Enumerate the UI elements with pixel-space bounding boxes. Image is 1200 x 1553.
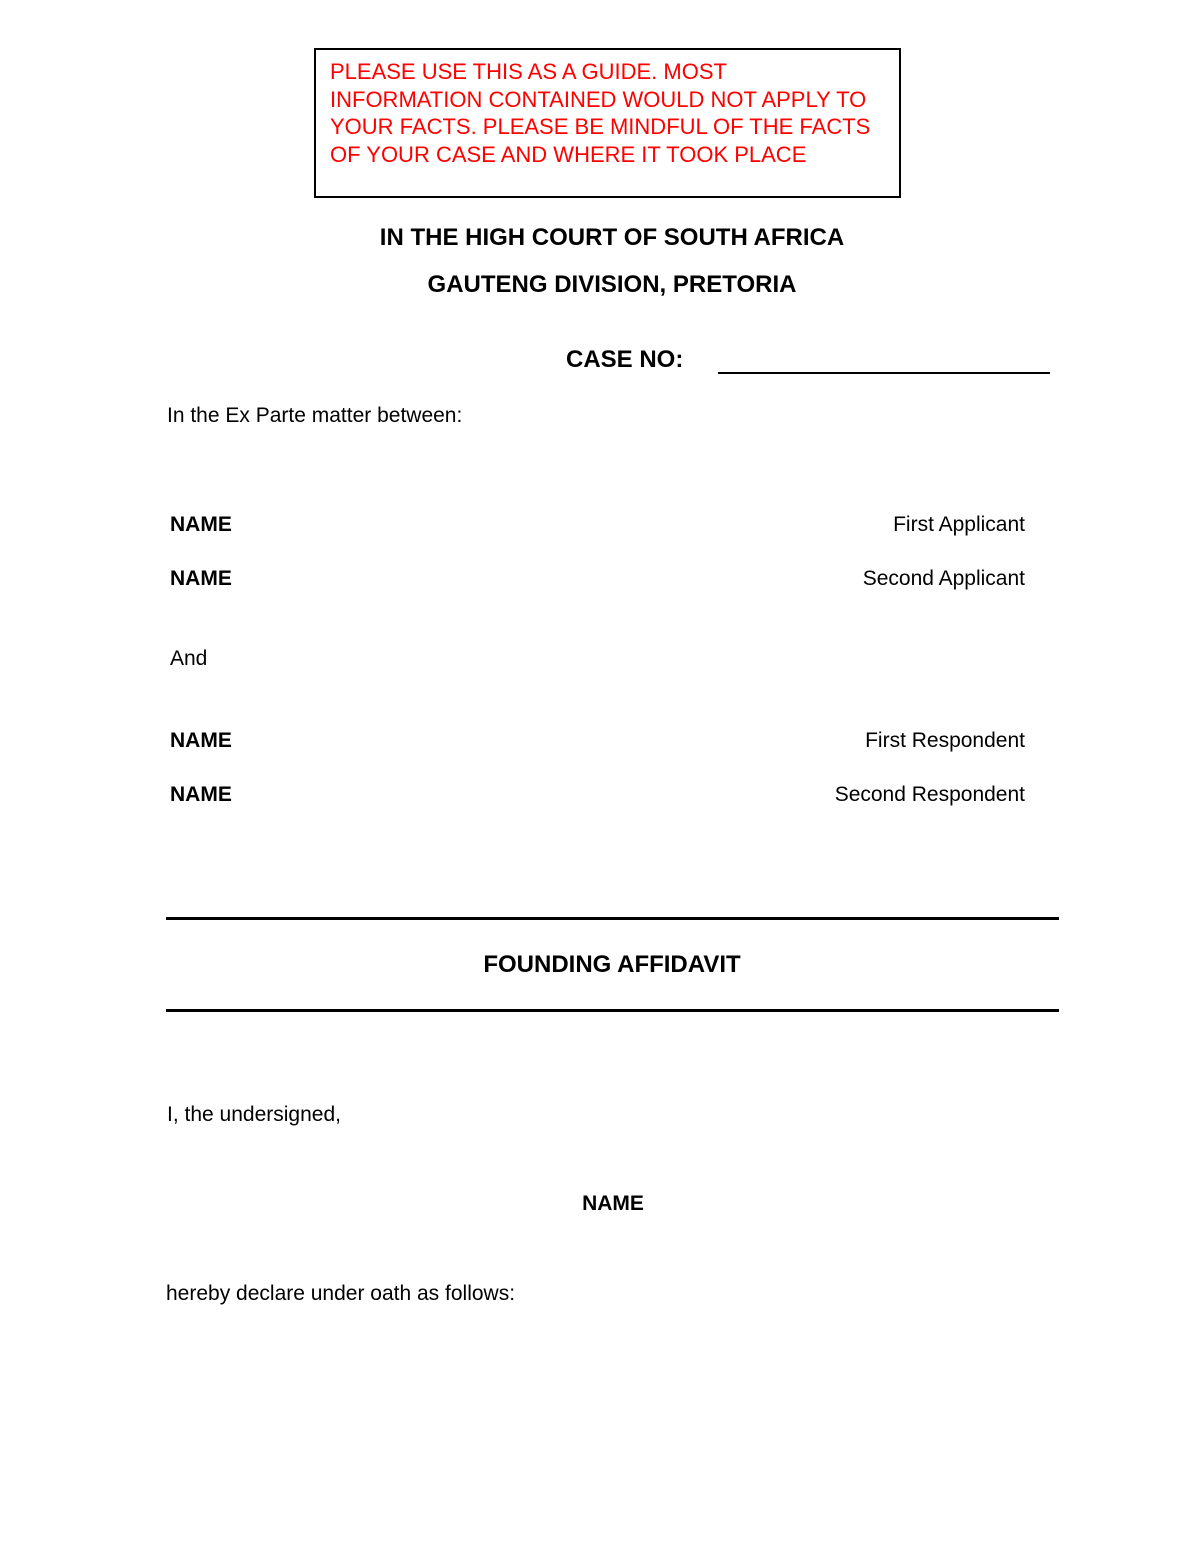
case-number-label: CASE NO: <box>566 346 684 373</box>
oath-declaration: hereby declare under oath as follows: <box>166 1282 516 1305</box>
title-bottom-rule <box>166 1009 1059 1012</box>
document-title: FOUNDING AFFIDAVIT <box>483 951 741 978</box>
case-number-blank-line <box>718 372 1050 374</box>
guide-notice-text: PLEASE USE THIS AS A GUIDE. MOST INFORMATION CONTAINED WOULD NOT APPLY TO YOUR FACTS. PLEASE BE MINDFUL OF THE FACTS OF YOUR CASE AND WHERE IT TOOK PLACE <box>330 59 871 167</box>
second-applicant-role: Second Applicant <box>862 567 1025 590</box>
court-name: IN THE HIGH COURT OF SOUTH AFRICA <box>379 224 845 251</box>
first-applicant-role: First Applicant <box>893 513 1025 536</box>
guide-notice-box <box>314 48 901 198</box>
second-respondent-name: NAME <box>170 783 232 806</box>
second-applicant-name: NAME <box>170 567 232 590</box>
first-respondent-role: First Respondent <box>865 729 1025 752</box>
title-top-rule <box>166 917 1059 920</box>
deponent-name: NAME <box>582 1192 644 1215</box>
conjunction-and: And <box>170 647 208 670</box>
second-respondent-role: Second Respondent <box>834 783 1025 806</box>
court-division: GAUTENG DIVISION, PRETORIA <box>427 271 797 298</box>
undersigned-statement: I, the undersigned, <box>167 1103 341 1126</box>
first-respondent-name: NAME <box>170 729 232 752</box>
matter-intro: In the Ex Parte matter between: <box>167 404 463 427</box>
first-applicant-name: NAME <box>170 513 232 536</box>
